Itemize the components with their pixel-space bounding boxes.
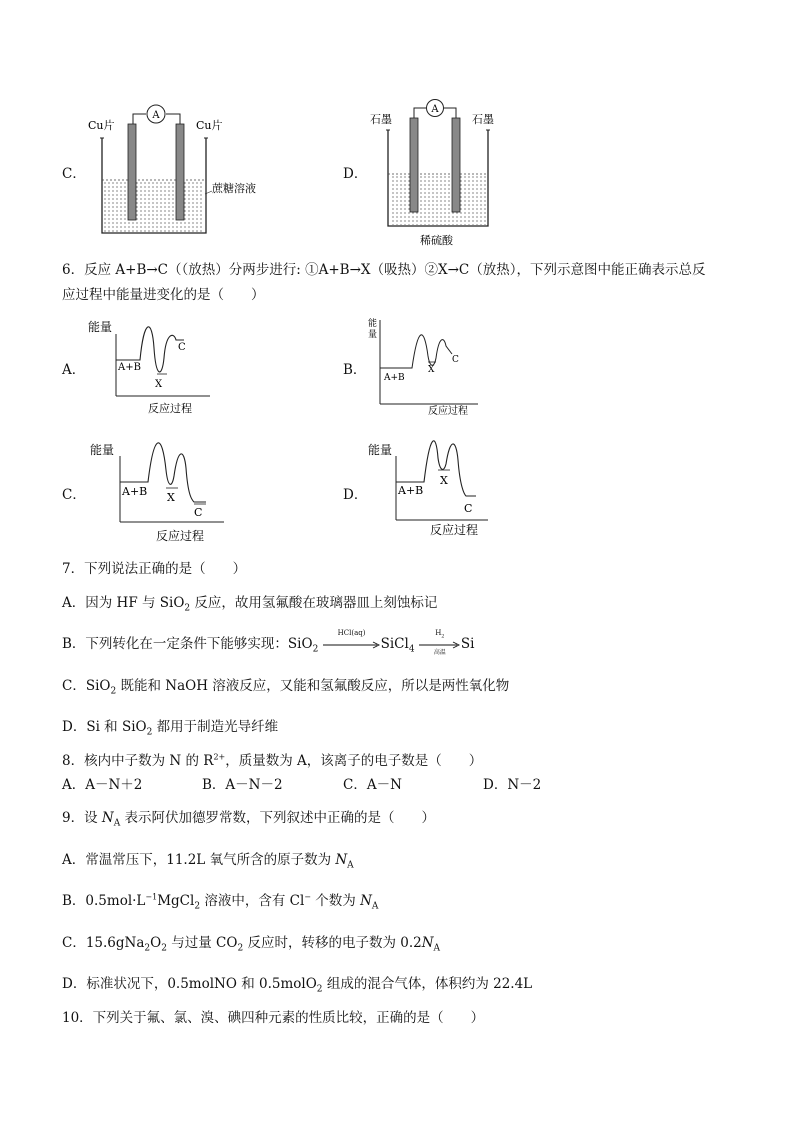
left-electrode <box>128 124 136 220</box>
y-axis-label-top: 能 <box>368 319 378 329</box>
y-axis-label: 能量 <box>368 443 393 457</box>
q9-option-c: C．$15.6gNa_2O_2$ 与过量 $CO_2$ 反应时，转移的电子数为 $0.2N_A$ <box>62 935 441 954</box>
end-label: C <box>452 355 459 365</box>
x-axis-label: 反应过程 <box>148 402 192 415</box>
solution-label: 稀硫酸 <box>420 234 453 247</box>
left-electrode <box>410 118 418 212</box>
y-axis-label-bottom: 量 <box>368 330 378 340</box>
q7-option-c: C．SiO$_2$ 既能和 NaOH 溶液反应，又能和氢氟酸反应，所以是两性氧化物 <box>62 678 510 697</box>
arrow-right-icon <box>323 641 381 649</box>
mid-label: X <box>440 474 448 487</box>
start-label: A+B <box>398 484 424 497</box>
q6-graph-b <box>366 316 486 422</box>
mid-label: X <box>167 491 175 504</box>
ammeter-label: A <box>431 104 439 115</box>
q9-option-d: D．标准状况下，0.5molNO 和 0.5molO$_2$ 组成的混合气体，体积约为 22.4L <box>62 976 533 995</box>
q9-option-a: A．常温常压下，11.2L 氧气所含的原子数为 $N_A$ <box>62 852 354 871</box>
q5-figure-d <box>368 96 528 248</box>
solution-fill <box>390 174 486 225</box>
q6-option-a-label: A． <box>62 362 86 378</box>
x-axis-label: 反应过程 <box>430 523 479 537</box>
start-label: A+B <box>122 485 148 498</box>
end-label: C <box>178 342 186 353</box>
q7-stem: 7．下列说法正确的是（ ） <box>62 561 247 577</box>
q9-option-b: B．$0.5mol\cdot L^{-1}MgCl_2$ 溶液中，含有 Cl− 个数为 $N_A$ <box>62 892 379 912</box>
y-axis-label: 能量 <box>90 443 115 457</box>
right-electrode <box>452 118 460 212</box>
q5-option-c-label: C． <box>62 166 86 182</box>
q6-option-b-label: B． <box>343 362 367 378</box>
left-electrode-label: 石墨 <box>370 113 392 126</box>
right-electrode <box>176 124 184 220</box>
reaction-arrow-2: $H_2$ 高温 <box>419 638 461 652</box>
q7-option-a: A．因为 HF 与 SiO$_2$ 反应，故用氢氟酸在玻璃器皿上刻蚀标记 <box>62 595 438 614</box>
solution-label: 蔗糖溶液 <box>212 182 256 195</box>
solution-fill <box>104 180 204 232</box>
energy-curve <box>380 335 452 368</box>
q6-graph-d <box>366 432 496 544</box>
right-electrode-label: 石墨 <box>472 113 494 126</box>
q8-option-c: C．A－N <box>343 777 402 793</box>
q7-option-d: D．Si 和 SiO$_2$ 都用于制造光导纤维 <box>62 719 279 738</box>
x-axis-label: 反应过程 <box>428 406 468 417</box>
q6-stem-line1: 6．反应 A+B→C（（放热）分两步进行: ①A+B→X（吸热）②X→C（放热），下列示意图中能正确表示总反 <box>62 262 706 278</box>
x-axis-label: 反应过程 <box>156 529 205 543</box>
start-label: A+B <box>118 362 141 373</box>
q5-figure-c <box>88 98 278 243</box>
q8-option-b: B．A－N－2 <box>202 777 283 793</box>
q8-option-a: A．A－N＋2 <box>62 777 143 793</box>
ammeter-label: A <box>152 110 160 121</box>
q6-stem-line2: 应过程中能量进变化的是（ ） <box>62 287 265 303</box>
left-electrode-label: Cu片 <box>88 119 115 132</box>
mid-label: X <box>155 379 163 390</box>
q6-option-c-label: C． <box>62 487 86 503</box>
q8-stem: 8．核内中子数为 N 的 $R^{2+}$，质量数为 A，该离子的电子数是（ ） <box>62 752 483 769</box>
q6-graph-a <box>86 318 216 418</box>
right-electrode-label: Cu片 <box>196 119 223 132</box>
start-label: A+B <box>384 373 405 383</box>
q6-option-d-label: D． <box>343 487 368 503</box>
end-label: C <box>464 502 473 515</box>
q10-stem: 10．下列关于氟、氯、溴、碘四种元素的性质比较，正确的是（ ） <box>62 1010 485 1026</box>
q5-option-d-label: D． <box>343 166 368 182</box>
end-label: C <box>194 506 203 519</box>
q8-option-d: D．N－2 <box>483 777 542 793</box>
y-axis-label: 能量 <box>88 320 113 334</box>
q9-stem: 9．设 $N_A$ 表示阿伏加德罗常数，下列叙述中正确的是（ ） <box>62 810 435 829</box>
reaction-arrow-1: HCl(aq) <box>323 638 381 652</box>
q7-option-b: B．下列转化在一定条件下能够实现：SiO$_2$ HCl(aq) SiCl$_4$ $H_2$ 高温 Si <box>62 628 475 656</box>
q6-graph-c <box>88 432 228 544</box>
mid-label: X <box>428 365 435 375</box>
